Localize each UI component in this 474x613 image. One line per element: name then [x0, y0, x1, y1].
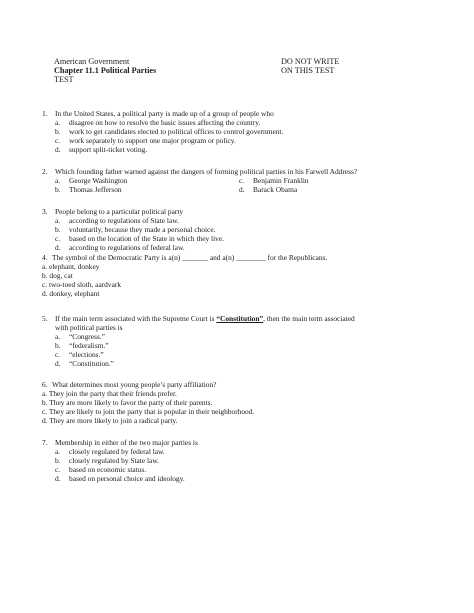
option-letter: d. — [239, 185, 245, 194]
option-d: d. They are more likely to join a radical party. — [42, 416, 178, 425]
option-letter: a. — [55, 118, 61, 127]
question-stem: Membership in either of the two major parties is — [55, 438, 198, 447]
option-d — [55, 146, 147, 155]
option-letter: c. — [55, 350, 61, 359]
option-letter: a. — [55, 447, 61, 456]
question-number: 7. — [42, 438, 48, 447]
question-number: 1. — [42, 109, 48, 118]
option-text: work to get candidates elected to political offices to control government. — [69, 127, 284, 136]
option-d — [55, 244, 185, 253]
option-letter: b. — [55, 185, 61, 194]
option-b: b. dog, cat — [42, 271, 73, 280]
option-text: voluntarily, because they made a personal choice. — [69, 225, 216, 234]
option-text: support split-ticket voting. — [69, 145, 148, 154]
question-number: 3. — [42, 207, 48, 216]
option-text: based on economic status. — [69, 465, 147, 474]
option-letter: a. — [55, 176, 61, 185]
question-stem-continued: with political parties is — [55, 323, 123, 332]
notice-line-2: ON THIS TEST — [281, 66, 335, 75]
option-c: c. They are likely to join the party that is popular in their neighborhood. — [42, 407, 255, 416]
option-d — [239, 186, 297, 195]
question-stem: What determines most young people’s party affiliation? — [52, 380, 217, 389]
question-number: 6. — [42, 380, 48, 389]
option-text: based on the location of the State in which they live. — [69, 234, 224, 243]
option-d — [55, 360, 114, 369]
option-letter: d. — [55, 243, 61, 252]
chapter-title: Chapter 11.1 Political Parties — [54, 66, 157, 75]
option-text: closely regulated by federal law. — [69, 447, 165, 456]
option-d: d. donkey, elephant — [42, 289, 100, 298]
question-number: 4. — [42, 253, 48, 262]
option-text: disagree on how to resolve the basic issues affecting the country. — [69, 118, 261, 127]
option-d — [55, 475, 185, 484]
option-text: Barack Obama — [253, 185, 298, 194]
option-text: “elections.” — [69, 350, 104, 359]
option-letter: c. — [55, 465, 61, 474]
option-text: George Washington — [69, 176, 128, 185]
option-text: “Congress.” — [69, 332, 105, 341]
course-title: American Government — [54, 57, 130, 66]
stem-text: , then the main term associated — [263, 314, 355, 323]
option-text: Benjamin Franklin — [253, 176, 309, 185]
option-text: “Constitution.” — [69, 359, 114, 368]
question-stem: In the United States, a political party is made up of a group of people who — [55, 109, 274, 118]
option-letter: d. — [55, 474, 61, 483]
option-letter: a. — [55, 216, 61, 225]
stem-text: If the main term associated with the Supreme Court is — [55, 314, 217, 323]
option-a: a. elephant, donkey — [42, 262, 100, 271]
option-letter: b. — [55, 456, 61, 465]
option-text: according to regulations of State law. — [69, 216, 179, 225]
test-label: TEST — [54, 75, 74, 84]
question-stem: The symbol of the Democratic Party is a(n) _______ and a(n) ________ for the Republicans. — [52, 253, 328, 262]
emphasized-term: “Constitution” — [216, 314, 264, 323]
question-number: 5. — [42, 314, 48, 323]
option-text: Thomas Jefferson — [69, 185, 122, 194]
option-letter: b. — [55, 225, 61, 234]
option-text: “federalism.” — [69, 341, 109, 350]
option-a: a. They join the party that their friends prefer. — [42, 389, 177, 398]
option-letter: b. — [55, 127, 61, 136]
option-text: according to regulations of federal law. — [69, 243, 185, 252]
option-letter: a. — [55, 332, 61, 341]
option-text: closely regulated by State law. — [69, 456, 160, 465]
option-letter: c. — [55, 136, 61, 145]
option-text: based on personal choice and ideology. — [69, 474, 185, 483]
option-b: b. They are more likely to favor the party of their parents. — [42, 398, 213, 407]
option-letter: c. — [239, 176, 245, 185]
question-stem: Which founding father warned against the dangers of forming political parties in his Farwell Address? — [55, 167, 358, 176]
option-letter: d. — [55, 359, 61, 368]
question-stem: People belong to a particular political party — [55, 207, 184, 216]
option-b — [55, 186, 122, 195]
option-letter: b. — [55, 341, 61, 350]
notice-line-1: DO NOT WRITE — [281, 57, 340, 66]
option-text: work separately to support one major program or policy. — [69, 136, 236, 145]
option-c: c. two-toed sloth, aardvark — [42, 280, 122, 289]
option-letter: c. — [55, 234, 61, 243]
option-letter: d. — [55, 145, 61, 154]
question-number: 2. — [42, 167, 48, 176]
